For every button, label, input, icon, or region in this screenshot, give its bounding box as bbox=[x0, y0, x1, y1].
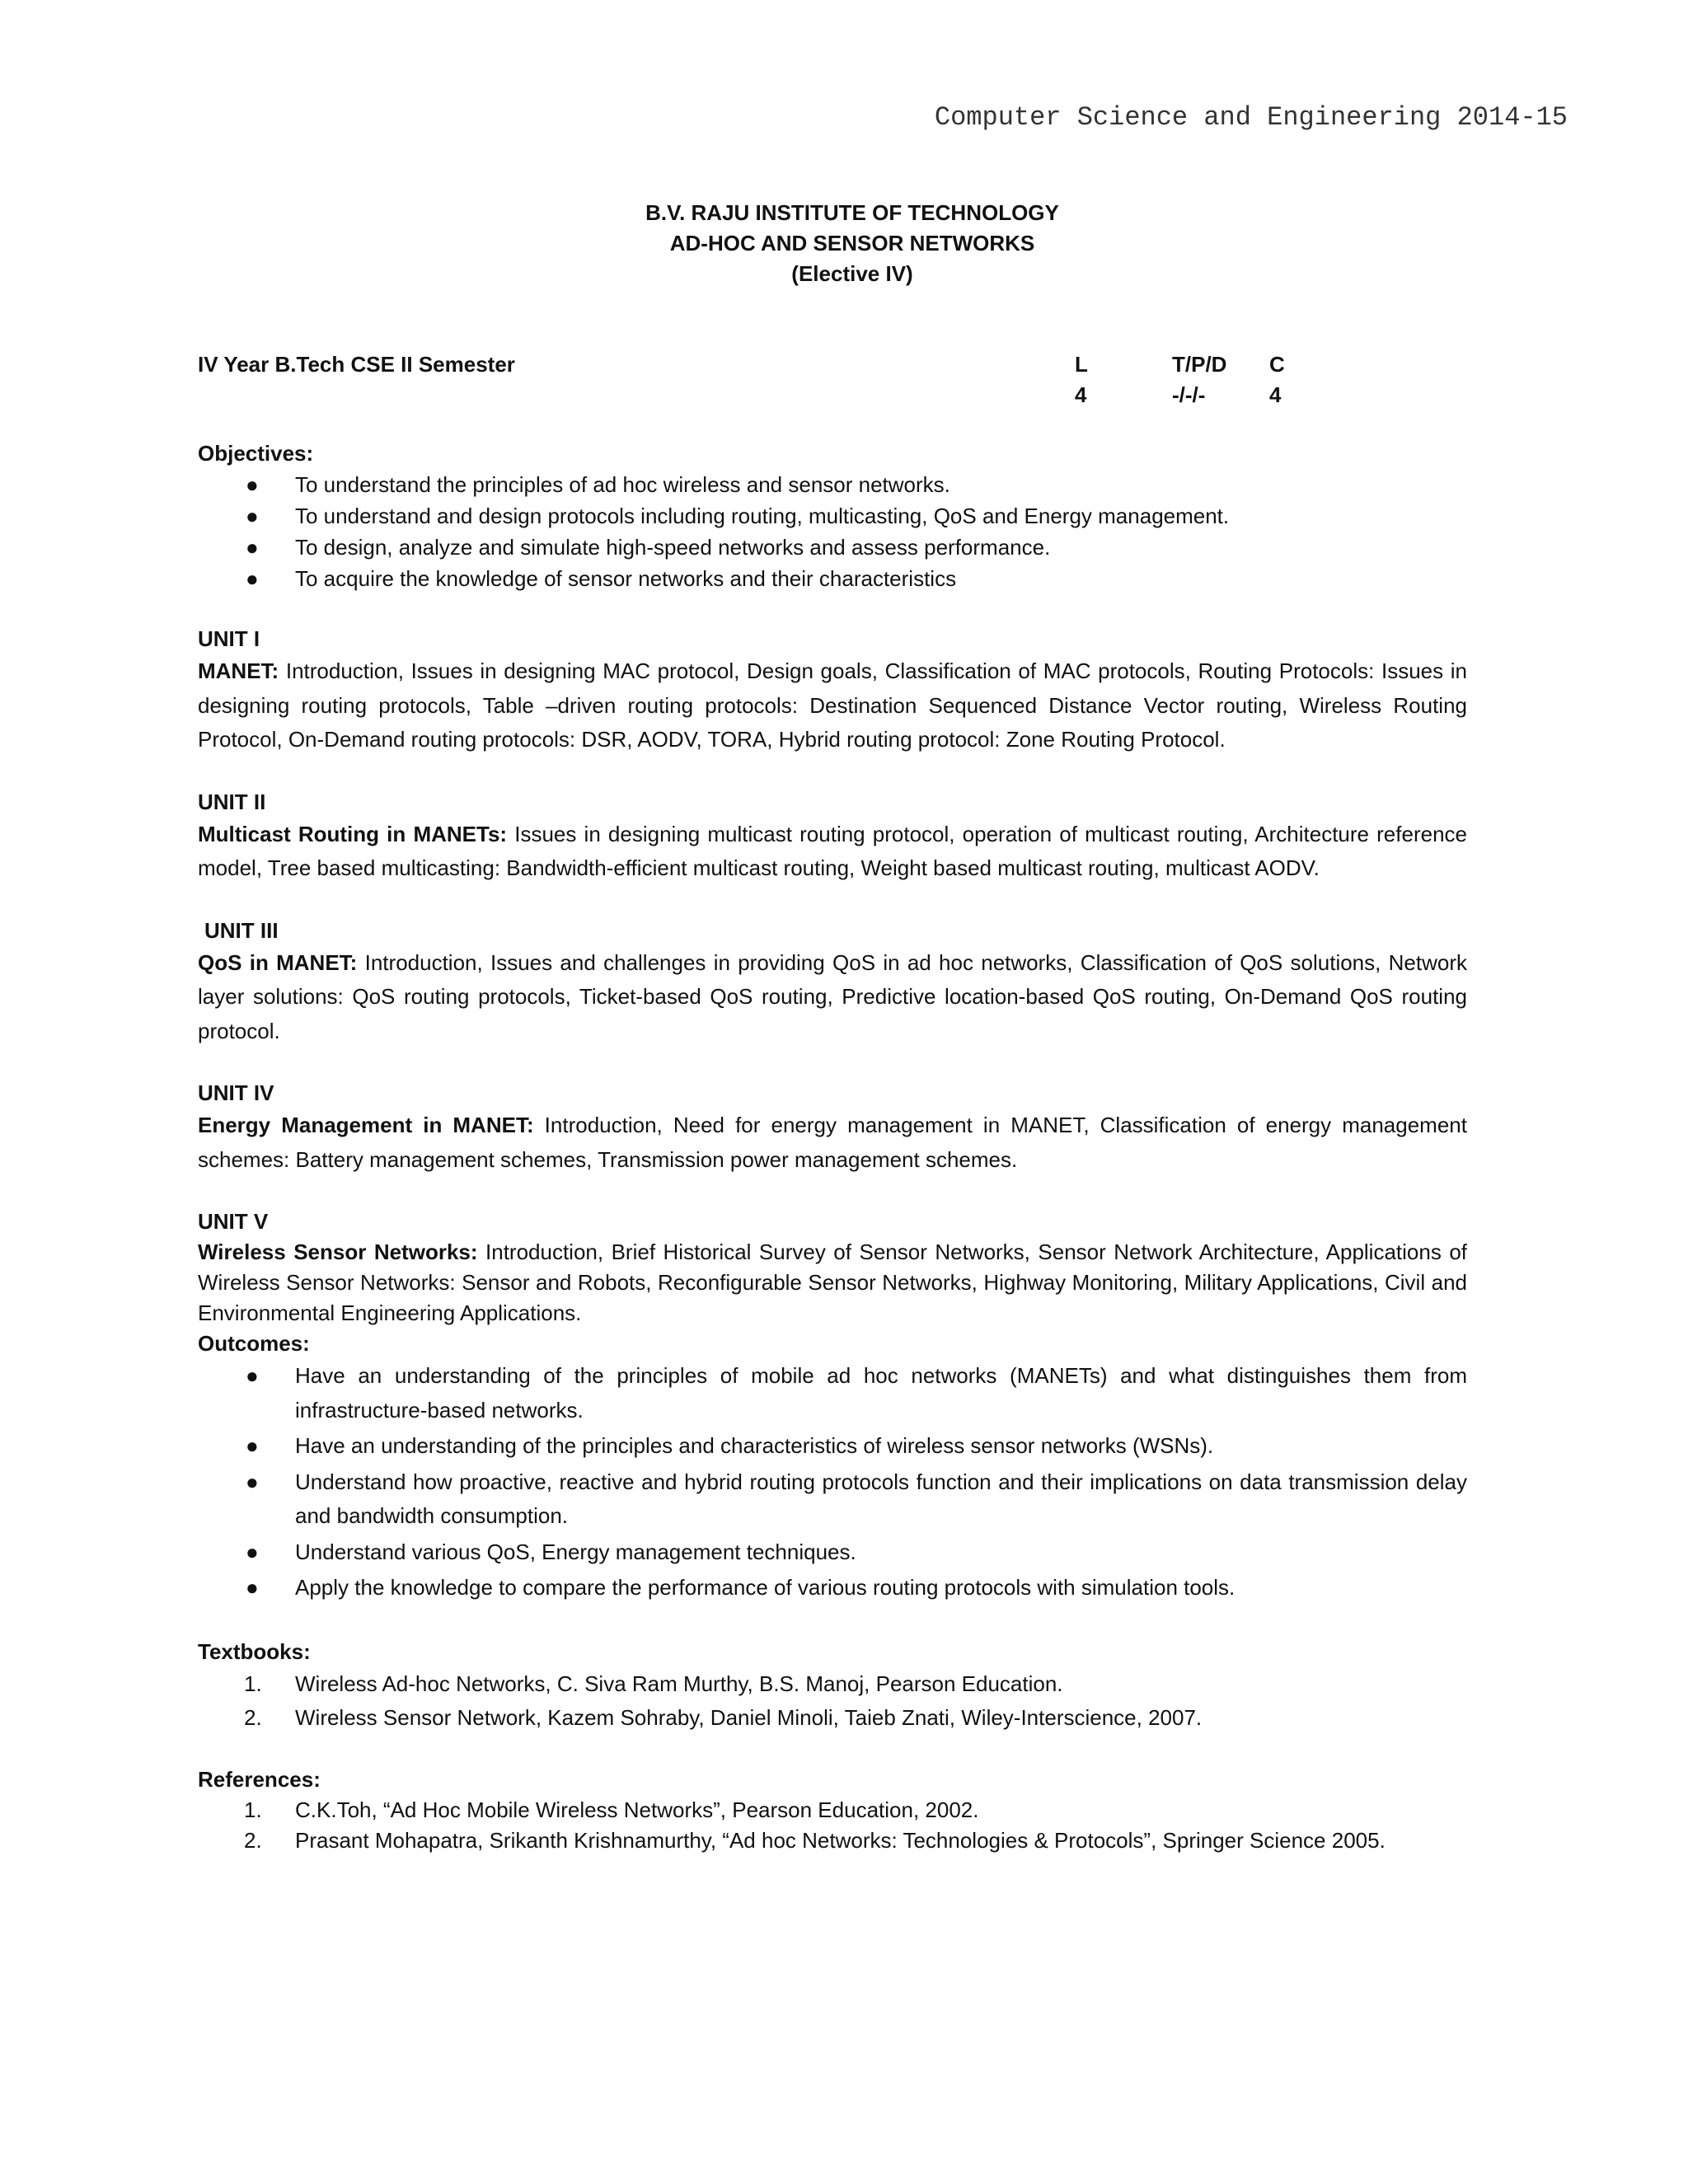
list-number: 2. bbox=[244, 1704, 262, 1730]
credits-header: C bbox=[1269, 352, 1285, 377]
list-item: ● Understand how proactive, reactive and hybrid routing protocols function and their implications on data transmission delay and bandwidth consumption. bbox=[198, 1465, 1467, 1534]
unit-1-body bbox=[198, 654, 1467, 757]
unit-4-topic: Energy Management in MANET: bbox=[198, 1113, 534, 1137]
unit-1-topic: MANET: bbox=[198, 658, 279, 683]
bullet-icon: ● bbox=[246, 566, 259, 591]
unit-2-topic: Multicast Routing in MANETs: bbox=[198, 821, 508, 846]
list-item: ● Have an understanding of the principles of mobile ad hoc networks (MANETs) and what distinguishes them from infrastructure-based networks. bbox=[198, 1359, 1467, 1427]
unit-4-body bbox=[198, 1108, 1467, 1177]
textbooks-list bbox=[198, 1667, 1467, 1735]
semester-row bbox=[198, 349, 1467, 410]
bullet-icon: ● bbox=[246, 1575, 259, 1600]
bullet-icon: ● bbox=[246, 1433, 259, 1458]
textbooks-heading: Textbooks: bbox=[198, 1638, 311, 1664]
references-list bbox=[198, 1795, 1467, 1856]
unit-3-heading: UNIT III bbox=[204, 917, 279, 943]
elective-label: (Elective IV) bbox=[791, 261, 913, 286]
unit-5-heading: UNIT V bbox=[198, 1209, 269, 1234]
list-item: 2. Prasant Mohapatra, Srikanth Krishnamurthy, “Ad hoc Networks: Technologies & Protocols”, Springer Science 2005. bbox=[198, 1825, 1467, 1856]
lecture-value: 4 bbox=[1075, 382, 1087, 407]
list-item: ● To design, analyze and simulate high-speed networks and assess performance. bbox=[198, 532, 1467, 563]
unit-2-heading: UNIT II bbox=[198, 789, 266, 814]
unit-1-text: Introduction, Issues in designing MAC protocol, Design goals, Classification of MAC protocols, Routing Protocols: Issues in designing routing protocols, Table –driven routing protocols: Destination Sequenced Distance Vector routing, Wireless Routing Protocol, On-Demand routing protocols: DSR, AODV, TORA, Hybrid routing protocol: Zone Routing Protocol. bbox=[198, 658, 1467, 752]
list-item: 2. Wireless Sensor Network, Kazem Sohraby, Daniel Minoli, Taieb Znati, Wiley-Interscience, 2007. bbox=[198, 1701, 1467, 1735]
syllabus-content bbox=[198, 349, 1467, 1856]
course-title: AD-HOC AND SENSOR NETWORKS bbox=[669, 231, 1035, 255]
unit-5-text: Introduction, Brief Historical Survey of Sensor Networks, Sensor Network Architecture, Applications of Wireless Sensor Networks: Sensor and Robots, Reconfigurable Sensor Networks, Highway Monitoring, Military Applications, Civil and Environmental Engineering Applications. bbox=[198, 1240, 1468, 1325]
tpd-column bbox=[1172, 349, 1226, 410]
list-number: 2. bbox=[244, 1827, 262, 1853]
title-block bbox=[0, 198, 1688, 289]
outcomes-heading: Outcomes: bbox=[198, 1331, 310, 1356]
objectives-list bbox=[198, 469, 1467, 594]
list-item: ● To understand the principles of ad hoc wireless and sensor networks. bbox=[198, 469, 1467, 500]
unit-4-heading: UNIT IV bbox=[198, 1080, 274, 1105]
lecture-column bbox=[1075, 349, 1088, 410]
list-item: 1. C.K.Toh, “Ad Hoc Mobile Wireless Networks”, Pearson Education, 2002. bbox=[198, 1795, 1467, 1825]
objectives-heading: Objectives: bbox=[198, 441, 314, 466]
credits-value: 4 bbox=[1269, 382, 1282, 407]
institute-name: B.V. RAJU INSTITUTE OF TECHNOLOGY bbox=[645, 200, 1059, 225]
unit-3-body bbox=[198, 946, 1467, 1049]
tpd-value: -/-/- bbox=[1172, 382, 1206, 407]
semester-label: IV Year B.Tech CSE II Semester bbox=[198, 352, 515, 377]
list-number: 1. bbox=[244, 1671, 262, 1696]
bullet-icon: ● bbox=[246, 504, 259, 528]
bullet-icon: ● bbox=[246, 472, 259, 497]
list-item: ● Have an understanding of the principles and characteristics of wireless sensor networks (WSNs). bbox=[198, 1429, 1467, 1464]
unit-1-heading: UNIT I bbox=[198, 626, 260, 651]
unit-2-body bbox=[198, 818, 1467, 886]
bullet-icon: ● bbox=[246, 535, 259, 560]
list-item: ● To understand and design protocols including routing, multicasting, QoS and Energy management. bbox=[198, 500, 1467, 532]
list-item: 1. Wireless Ad-hoc Networks, C. Siva Ram Murthy, B.S. Manoj, Pearson Education. bbox=[198, 1667, 1467, 1701]
list-number: 1. bbox=[244, 1797, 262, 1822]
unit-4-text: Introduction, Need for energy management in MANET, Classification of energy management schemes: Battery management schemes, Transmission power management schemes. bbox=[198, 1113, 1467, 1172]
tpd-header: T/P/D bbox=[1172, 352, 1227, 377]
bullet-icon: ● bbox=[246, 1469, 259, 1494]
list-item: ● To acquire the knowledge of sensor networks and their characteristics bbox=[198, 563, 1467, 594]
unit-2-text: Issues in designing multicast routing protocol, operation of multicast routing, Architecture reference model, Tree based multicasting: Bandwidth-efficient multicast routing, Weight based multicast routing, multicast AODV. bbox=[198, 821, 1467, 880]
outcomes-list bbox=[198, 1359, 1467, 1605]
unit-5-topic: Wireless Sensor Networks: bbox=[198, 1240, 478, 1264]
bullet-icon: ● bbox=[246, 1363, 259, 1388]
list-item: ● Apply the knowledge to compare the performance of various routing protocols with simulation tools. bbox=[198, 1571, 1467, 1605]
list-item: ● Understand various QoS, Energy management techniques. bbox=[198, 1535, 1467, 1570]
unit-5-body bbox=[198, 1237, 1467, 1329]
references-heading: References: bbox=[198, 1766, 321, 1792]
page-header: Computer Science and Engineering 2014-15 bbox=[934, 102, 1568, 133]
bullet-icon: ● bbox=[246, 1539, 259, 1564]
credits-column bbox=[1269, 349, 1285, 410]
unit-3-topic: QoS in MANET: bbox=[198, 949, 358, 975]
unit-3-text: Introduction, Issues and challenges in providing QoS in ad hoc networks, Classification of QoS solutions, Network layer solutions: QoS routing protocols, Ticket-based QoS routing, Predictive location-based QoS routing, On-Demand QoS routing protocol. bbox=[198, 949, 1468, 1043]
lecture-header: L bbox=[1075, 352, 1088, 377]
